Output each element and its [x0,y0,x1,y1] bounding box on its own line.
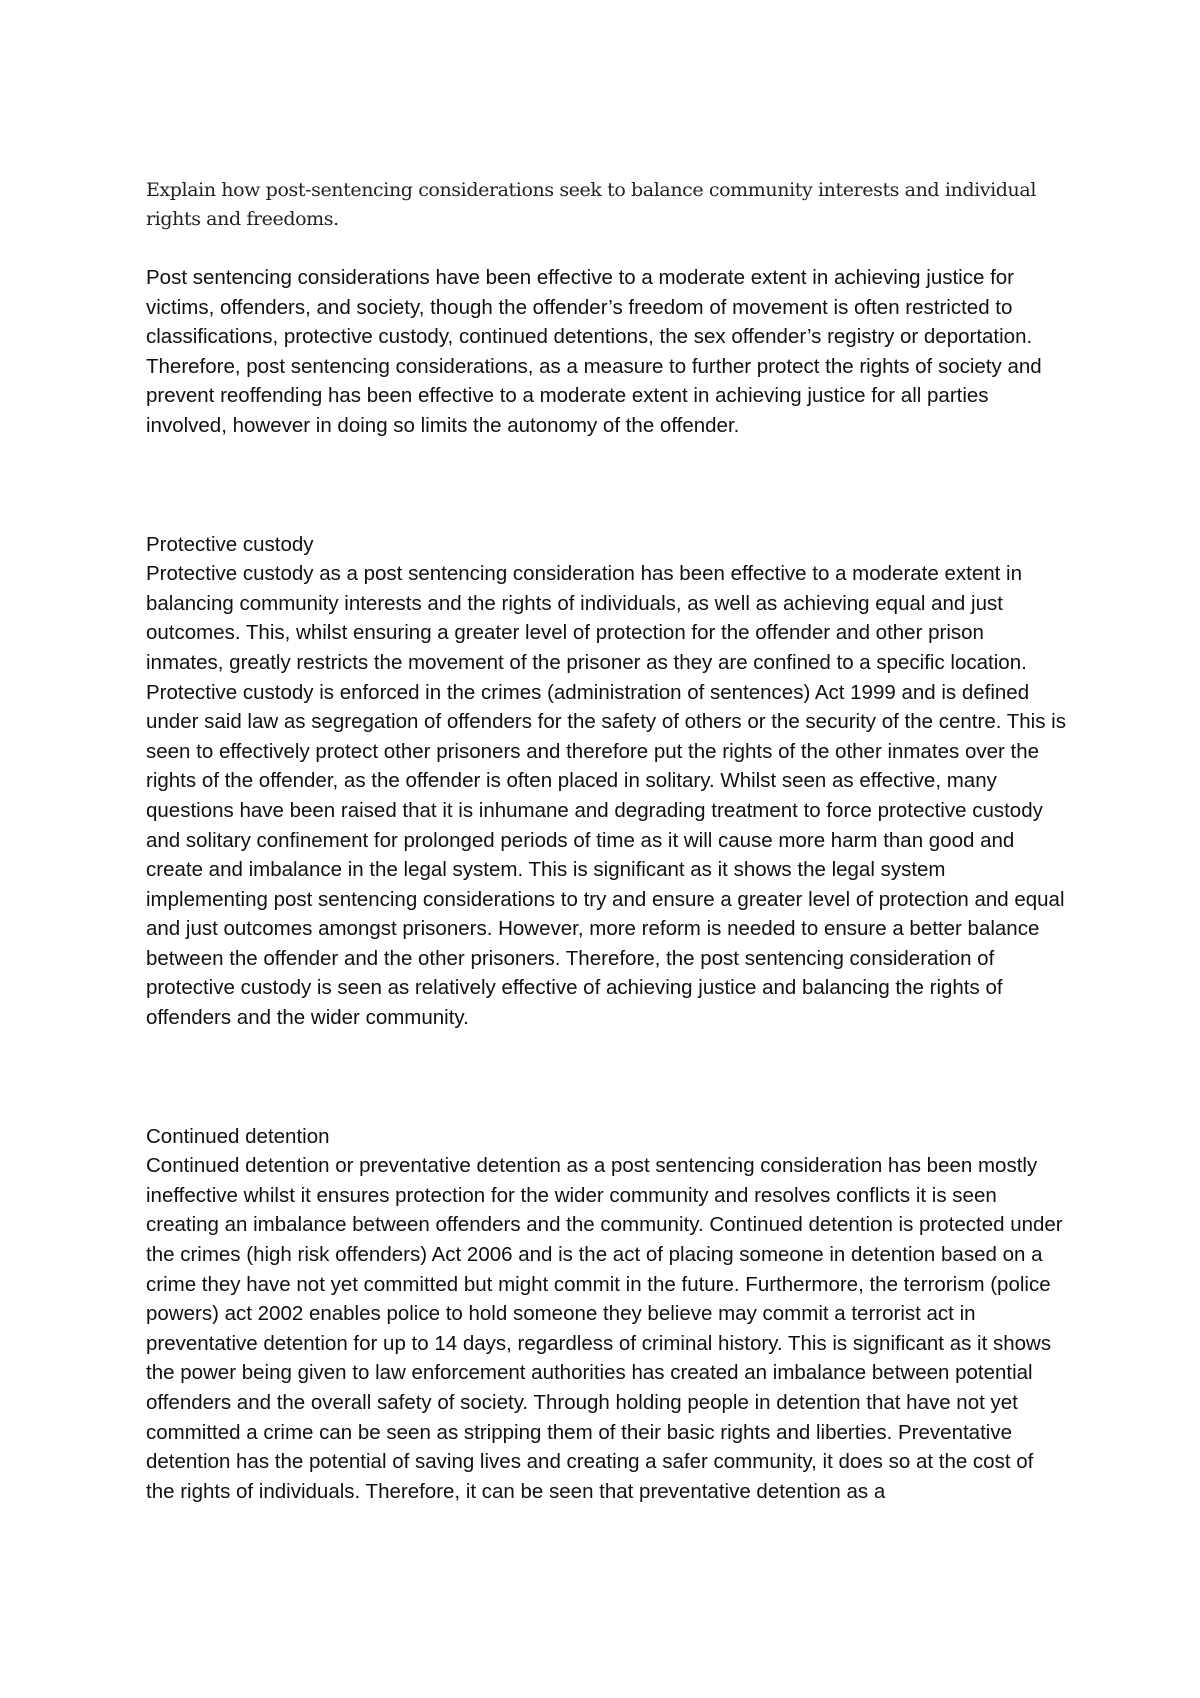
section-heading: Continued detention [146,1124,330,1148]
essay-question: Explain how post-sentencing considerations seek to balance community interests and individual rights and freedoms. [146,179,1036,230]
document-content [146,176,1066,1506]
section-protective-custody [146,530,1066,1033]
section-heading: Protective custody [146,532,314,556]
section-paragraph: Continued detention or preventative detention as a post sentencing consideration has been mostly ineffective whilst it ensures protection for the wider community and resolves conflicts it is seen creating an imbalance between offenders and the community. Continued detention is protected under the crimes (high risk offenders) Act 2006 and is the act of placing someone in detention based on a crime they have not yet committed but might commit in the future. Furthermore, the terrorism (police powers) act 2002 enables police to hold someone they believe may commit a terrorist act in preventative detention for up to 14 days, regardless of criminal history. This is significant as it shows the power being given to law enforcement authorities has created an imbalance between potential offenders and the overall safety of society. Through holding people in detention that have not yet committed a crime can be seen as stripping them of their basic rights and liberties. Preventative detention has the potential of saving lives and creating a safer community, it does so at the cost of the rights of individuals. Therefore, it can be seen that preventative detention as a [146,1154,1063,1503]
intro-paragraph: Post sentencing considerations have been effective to a moderate extent in achieving justice for victims, offenders, and society, though the offender’s freedom of movement is often restricted to classifications, protective custody, continued detentions, the sex offender’s registry or deportation. Therefore, post sentencing considerations, as a measure to further protect the rights of society and prevent reoffending has been effective to a moderate extent in achieving justice for all parties involved, however in doing so limits the autonomy of the offender. [146,266,1042,437]
section-paragraph: Protective custody as a post sentencing consideration has been effective to a moderate extent in balancing community interests and the rights of individuals, as well as achieving equal and just outcomes. This, whilst ensuring a greater level of protection for the offender and other prison inmates, greatly restricts the movement of the prisoner as they are confined to a specific location. Protective custody is enforced in the crimes (administration of sentences) Act 1999 and is defined under said law as segregation of offenders for the safety of others or the security of the centre. This is seen to effectively protect other prisoners and therefore put the rights of the other inmates over the rights of the offender, as the offender is often placed in solitary. Whilst seen as effective, many questions have been raised that it is inhumane and degrading treatment to force protective custody and solitary confinement for prolonged periods of time as it will cause more harm than good and create and imbalance in the legal system. This is significant as it shows the legal system implementing post sentencing considerations to try and ensure a greater level of protection and equal and just outcomes amongst prisoners. However, more reform is needed to ensure a better balance between the offender and the other prisoners. Therefore, the post sentencing consideration of protective custody is seen as relatively effective of achieving justice and balancing the rights of offenders and the wider community. [146,562,1066,1030]
section-continued-detention [146,1122,1066,1507]
